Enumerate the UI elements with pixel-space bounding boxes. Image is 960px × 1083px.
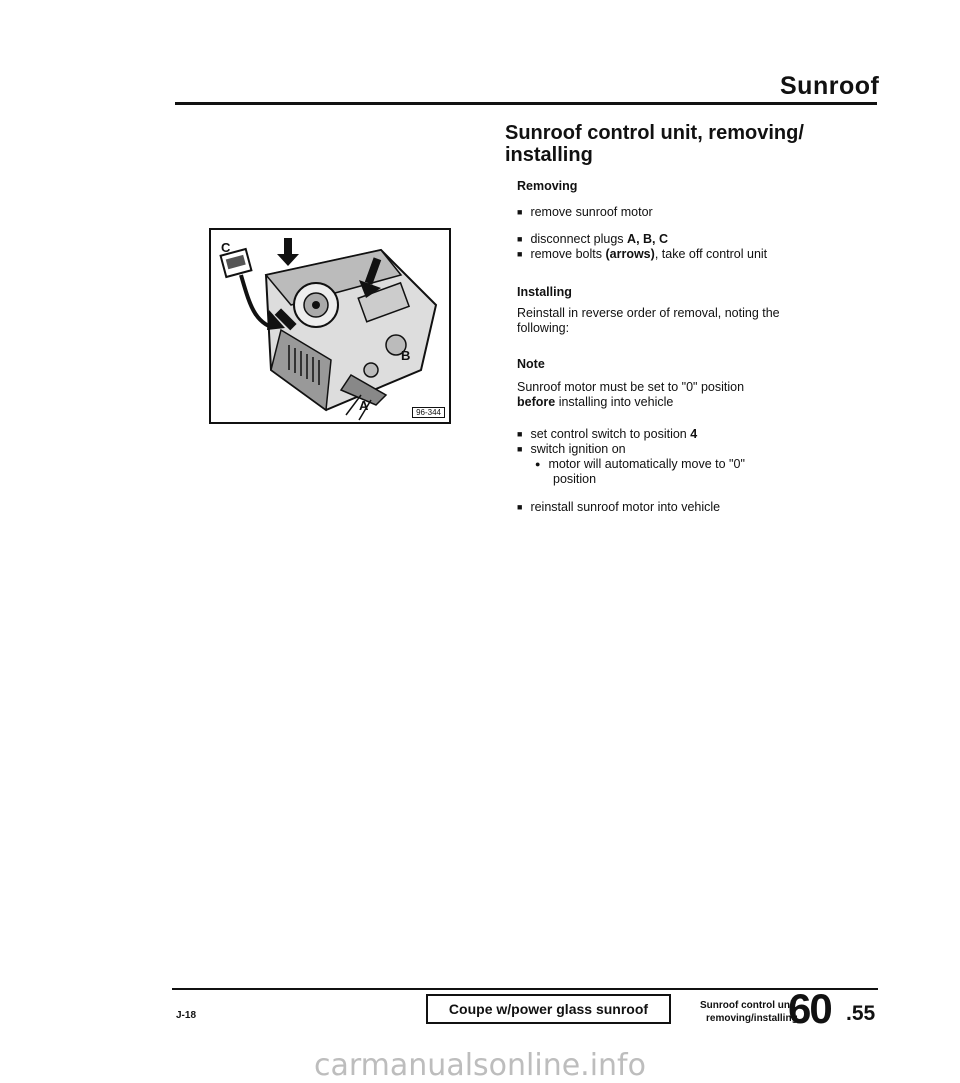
step-remove-bolts: ■ remove bolts (arrows), take off control unit xyxy=(517,247,767,263)
model-label-box: Coupe w/power glass sunroof xyxy=(426,994,671,1024)
step-text-2: take off control unit xyxy=(661,247,768,261)
section-title: Sunroof control unit, removing/ installing xyxy=(505,122,804,166)
step-text: disconnect plugs xyxy=(530,232,624,246)
callout-a: A xyxy=(359,398,369,413)
step-text: set control switch to position xyxy=(530,427,687,441)
header-title: Sunroof xyxy=(780,72,880,100)
installing-text: Reinstall in reverse order of removal, noting the following: xyxy=(517,306,780,335)
footer-caption-line2: removing/installing xyxy=(706,1013,798,1024)
note-text xyxy=(517,380,797,410)
installing-heading: Installing xyxy=(517,285,572,299)
note-text-bold: before xyxy=(517,395,556,409)
step-set-switch xyxy=(517,427,697,443)
step-text: motor will automatically move to "0" xyxy=(548,457,745,471)
step-text: remove sunroof motor xyxy=(530,205,653,219)
watermark: carmanualsonline.info xyxy=(314,1048,646,1083)
header-rule xyxy=(175,102,877,105)
step-disconnect-plugs xyxy=(517,232,668,248)
note-heading: Note xyxy=(517,357,545,371)
step-remove-motor xyxy=(517,205,653,221)
step-text: reinstall sunroof motor into vehicle xyxy=(530,500,721,514)
plug-labels: A, B, C xyxy=(627,232,669,246)
position-value: 4 xyxy=(690,427,698,441)
arrows-label: (arrows) xyxy=(605,247,655,261)
step-motor-move xyxy=(523,457,745,473)
removing-heading: Removing xyxy=(517,179,578,193)
note-text-start: Sunroof motor must be set to "0" position xyxy=(517,380,745,394)
step-text: switch ignition on xyxy=(530,442,626,456)
step-reinstall-motor xyxy=(517,500,720,516)
callout-c: C xyxy=(221,240,231,255)
callout-b: B xyxy=(401,348,411,363)
figure-label: 96-344 xyxy=(412,407,445,418)
note-text-end: installing into vehicle xyxy=(558,395,674,409)
page-number-main: 60 xyxy=(788,985,831,1032)
step-text: remove bolts xyxy=(530,247,602,261)
page-number-sub: .55 xyxy=(846,1002,876,1025)
control-unit-illustration xyxy=(211,230,449,422)
footer-caption-line1: Sunroof control unit, xyxy=(700,1000,799,1011)
footer-rule xyxy=(172,988,878,990)
page-code: J-18 xyxy=(176,1010,197,1021)
step-ignition xyxy=(517,442,626,458)
step-motor-move-cont: position xyxy=(553,472,597,486)
control-unit-figure xyxy=(209,228,451,424)
